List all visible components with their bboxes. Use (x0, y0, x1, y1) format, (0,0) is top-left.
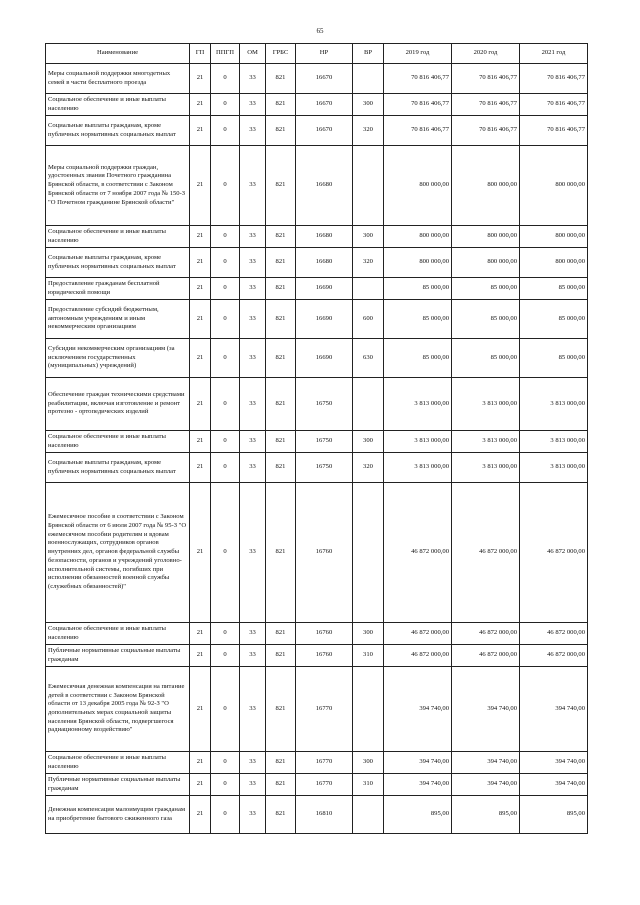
cell-2020: 70 816 406,77 (452, 94, 520, 116)
cell-ppgp: 0 (211, 453, 240, 483)
cell-name: Субсидии некоммерческим организациям (за исключением государственных (муниципальных) учреждений) (46, 339, 190, 378)
cell-2020: 394 740,00 (452, 667, 520, 752)
header-name: Наименование (46, 44, 190, 64)
cell-ppgp: 0 (211, 483, 240, 623)
cell-name: Социальные выплаты гражданам, кроме публичных нормативных социальных выплат (46, 248, 190, 278)
cell-gp: 21 (190, 378, 211, 431)
cell-2019: 46 872 000,00 (384, 623, 452, 645)
cell-om: 33 (240, 278, 266, 300)
cell-2020: 85 000,00 (452, 300, 520, 339)
cell-gp: 21 (190, 64, 211, 94)
cell-ppgp: 0 (211, 667, 240, 752)
cell-ppgp: 0 (211, 116, 240, 146)
cell-gp: 21 (190, 146, 211, 226)
cell-name: Социальное обеспечение и иные выплаты населению (46, 226, 190, 248)
table-row (46, 431, 588, 453)
cell-gp: 21 (190, 752, 211, 774)
cell-gp: 21 (190, 796, 211, 834)
cell-om: 33 (240, 248, 266, 278)
cell-vr (353, 796, 384, 834)
cell-ppgp: 0 (211, 146, 240, 226)
cell-2021: 3 813 000,00 (520, 453, 588, 483)
cell-nr: 16690 (296, 339, 353, 378)
cell-2021: 70 816 406,77 (520, 116, 588, 146)
cell-2019: 800 000,00 (384, 146, 452, 226)
cell-vr: 320 (353, 116, 384, 146)
cell-nr: 16810 (296, 796, 353, 834)
cell-nr: 16750 (296, 431, 353, 453)
table-row (46, 94, 588, 116)
cell-2020: 46 872 000,00 (452, 483, 520, 623)
table-row (46, 667, 588, 752)
cell-2019: 3 813 000,00 (384, 453, 452, 483)
cell-2021: 46 872 000,00 (520, 483, 588, 623)
cell-name: Социальное обеспечение и иные выплаты населению (46, 431, 190, 453)
header-om: ОМ (240, 44, 266, 64)
table-row (46, 64, 588, 94)
cell-gp: 21 (190, 339, 211, 378)
cell-ppgp: 0 (211, 64, 240, 94)
cell-2021: 394 740,00 (520, 774, 588, 796)
cell-2019: 800 000,00 (384, 248, 452, 278)
cell-name: Меры социальной поддержки многодетных семей в части бесплатного проезда (46, 64, 190, 94)
table-row (46, 752, 588, 774)
cell-ppgp: 0 (211, 623, 240, 645)
cell-om: 33 (240, 431, 266, 453)
cell-name: Меры социальной поддержки граждан, удостоенных звания Почетного гражданина Брянской области, в соответствии с Законом Брянской области от 7 ноября 2007 года № 150-З "О Почетном гражданине Брянской области" (46, 146, 190, 226)
cell-vr: 310 (353, 774, 384, 796)
cell-ppgp: 0 (211, 431, 240, 453)
cell-grbs: 821 (266, 116, 296, 146)
cell-2021: 70 816 406,77 (520, 94, 588, 116)
cell-name: Публичные нормативные социальные выплаты гражданам (46, 645, 190, 667)
header-2020: 2020 год (452, 44, 520, 64)
cell-grbs: 821 (266, 248, 296, 278)
table-row (46, 796, 588, 834)
cell-gp: 21 (190, 623, 211, 645)
cell-name: Социальное обеспечение и иные выплаты населению (46, 94, 190, 116)
cell-nr: 16770 (296, 667, 353, 752)
cell-gp: 21 (190, 300, 211, 339)
cell-ppgp: 0 (211, 752, 240, 774)
cell-2020: 800 000,00 (452, 226, 520, 248)
cell-nr: 16670 (296, 64, 353, 94)
cell-om: 33 (240, 116, 266, 146)
cell-om: 33 (240, 752, 266, 774)
cell-vr: 300 (353, 623, 384, 645)
cell-2021: 85 000,00 (520, 300, 588, 339)
cell-name: Социальные выплаты гражданам, кроме публичных нормативных социальных выплат (46, 453, 190, 483)
cell-vr: 320 (353, 453, 384, 483)
cell-om: 33 (240, 796, 266, 834)
table-row (46, 339, 588, 378)
cell-grbs: 821 (266, 226, 296, 248)
table-header-row (46, 44, 588, 64)
cell-om: 33 (240, 774, 266, 796)
table-row (46, 774, 588, 796)
cell-name: Ежемесячное пособие в соответствии с Законом Брянской области от 6 июля 2007 года № 95-З "О ежемесячном пособии родителям и вдовам военнослужащих, сотрудников органов внутренних дел, органов федеральной службы безопасности, органов и учреждений уголовно-исполнительной системы, погибших при исполнении обязанностей военной службы (служебных обязанностей)" (46, 483, 190, 623)
cell-2019: 70 816 406,77 (384, 94, 452, 116)
cell-nr: 16680 (296, 248, 353, 278)
cell-nr: 16760 (296, 483, 353, 623)
cell-name: Публичные нормативные социальные выплаты гражданам (46, 774, 190, 796)
cell-grbs: 821 (266, 667, 296, 752)
page-number: 65 (316, 27, 324, 35)
table-row (46, 116, 588, 146)
cell-ppgp: 0 (211, 226, 240, 248)
cell-2021: 394 740,00 (520, 752, 588, 774)
cell-vr (353, 483, 384, 623)
cell-2019: 3 813 000,00 (384, 431, 452, 453)
cell-grbs: 821 (266, 378, 296, 431)
cell-vr: 300 (353, 431, 384, 453)
cell-grbs: 821 (266, 623, 296, 645)
cell-name: Социальные выплаты гражданам, кроме публичных нормативных социальных выплат (46, 116, 190, 146)
cell-om: 33 (240, 339, 266, 378)
cell-gp: 21 (190, 431, 211, 453)
header-ppgp: ППГП (211, 44, 240, 64)
cell-name: Социальное обеспечение и иные выплаты населению (46, 623, 190, 645)
cell-ppgp: 0 (211, 796, 240, 834)
cell-om: 33 (240, 146, 266, 226)
cell-vr (353, 278, 384, 300)
cell-vr (353, 146, 384, 226)
cell-ppgp: 0 (211, 378, 240, 431)
cell-grbs: 821 (266, 94, 296, 116)
cell-nr: 16670 (296, 116, 353, 146)
cell-2021: 800 000,00 (520, 248, 588, 278)
cell-2020: 800 000,00 (452, 146, 520, 226)
cell-2019: 800 000,00 (384, 226, 452, 248)
cell-grbs: 821 (266, 752, 296, 774)
cell-2020: 3 813 000,00 (452, 453, 520, 483)
cell-2020: 3 813 000,00 (452, 378, 520, 431)
cell-gp: 21 (190, 483, 211, 623)
cell-grbs: 821 (266, 339, 296, 378)
cell-2019: 46 872 000,00 (384, 483, 452, 623)
table-row (46, 248, 588, 278)
cell-om: 33 (240, 645, 266, 667)
cell-gp: 21 (190, 453, 211, 483)
cell-2020: 394 740,00 (452, 774, 520, 796)
cell-grbs: 821 (266, 146, 296, 226)
cell-2020: 85 000,00 (452, 339, 520, 378)
table-row (46, 378, 588, 431)
cell-vr: 300 (353, 752, 384, 774)
cell-grbs: 821 (266, 300, 296, 339)
cell-2020: 70 816 406,77 (452, 116, 520, 146)
cell-nr: 16750 (296, 453, 353, 483)
cell-om: 33 (240, 94, 266, 116)
cell-2021: 46 872 000,00 (520, 645, 588, 667)
cell-ppgp: 0 (211, 278, 240, 300)
cell-vr (353, 667, 384, 752)
cell-gp: 21 (190, 667, 211, 752)
cell-2019: 3 813 000,00 (384, 378, 452, 431)
table-row (46, 278, 588, 300)
header-2019: 2019 год (384, 44, 452, 64)
cell-nr: 16750 (296, 378, 353, 431)
cell-grbs: 821 (266, 774, 296, 796)
cell-2019: 70 816 406,77 (384, 116, 452, 146)
cell-2019: 70 816 406,77 (384, 64, 452, 94)
cell-om: 33 (240, 667, 266, 752)
cell-2021: 85 000,00 (520, 339, 588, 378)
cell-name: Предоставление субсидий бюджетным, автономным учреждениям и иным некоммерческим организациям (46, 300, 190, 339)
cell-gp: 21 (190, 774, 211, 796)
cell-grbs: 821 (266, 453, 296, 483)
cell-nr: 16770 (296, 774, 353, 796)
cell-vr (353, 64, 384, 94)
cell-nr: 16680 (296, 146, 353, 226)
cell-nr: 16690 (296, 278, 353, 300)
cell-grbs: 821 (266, 278, 296, 300)
cell-nr: 16670 (296, 94, 353, 116)
cell-vr: 310 (353, 645, 384, 667)
header-2021: 2021 год (520, 44, 588, 64)
cell-2021: 895,00 (520, 796, 588, 834)
cell-2019: 895,00 (384, 796, 452, 834)
table-row (46, 453, 588, 483)
cell-2021: 3 813 000,00 (520, 378, 588, 431)
table-row (46, 226, 588, 248)
cell-name: Социальное обеспечение и иные выплаты населению (46, 752, 190, 774)
header-gp: ГП (190, 44, 211, 64)
cell-nr: 16760 (296, 623, 353, 645)
budget-table (45, 43, 588, 834)
cell-2020: 70 816 406,77 (452, 64, 520, 94)
cell-vr: 300 (353, 94, 384, 116)
cell-gp: 21 (190, 278, 211, 300)
cell-om: 33 (240, 453, 266, 483)
cell-om: 33 (240, 300, 266, 339)
cell-2020: 85 000,00 (452, 278, 520, 300)
cell-2019: 394 740,00 (384, 667, 452, 752)
cell-2021: 3 813 000,00 (520, 431, 588, 453)
cell-2019: 85 000,00 (384, 339, 452, 378)
cell-vr: 600 (353, 300, 384, 339)
cell-grbs: 821 (266, 431, 296, 453)
cell-2019: 85 000,00 (384, 278, 452, 300)
cell-2019: 394 740,00 (384, 752, 452, 774)
cell-ppgp: 0 (211, 774, 240, 796)
cell-gp: 21 (190, 248, 211, 278)
cell-2019: 394 740,00 (384, 774, 452, 796)
table-row (46, 623, 588, 645)
cell-ppgp: 0 (211, 645, 240, 667)
cell-2020: 394 740,00 (452, 752, 520, 774)
table-row (46, 146, 588, 226)
cell-ppgp: 0 (211, 248, 240, 278)
cell-nr: 16680 (296, 226, 353, 248)
cell-grbs: 821 (266, 483, 296, 623)
cell-name: Предоставление гражданам бесплатной юридической помощи (46, 278, 190, 300)
cell-gp: 21 (190, 226, 211, 248)
cell-om: 33 (240, 483, 266, 623)
cell-2021: 85 000,00 (520, 278, 588, 300)
cell-2020: 46 872 000,00 (452, 623, 520, 645)
cell-gp: 21 (190, 645, 211, 667)
header-nr: НР (296, 44, 353, 64)
cell-nr: 16770 (296, 752, 353, 774)
cell-2021: 394 740,00 (520, 667, 588, 752)
cell-grbs: 821 (266, 645, 296, 667)
cell-name: Обеспечение граждан техническими средствами реабилитации, включая изготовление и ремонт протезно - ортопедических изделий (46, 378, 190, 431)
cell-ppgp: 0 (211, 300, 240, 339)
cell-2020: 800 000,00 (452, 248, 520, 278)
cell-om: 33 (240, 378, 266, 431)
cell-2021: 800 000,00 (520, 226, 588, 248)
header-grbs: ГРБС (266, 44, 296, 64)
cell-2021: 800 000,00 (520, 146, 588, 226)
cell-name: Ежемесячная денежная компенсация на питание детей в соответствии с Законом Брянской области от 13 декабря 2005 года № 92-З "О дополнительных мерах социальной защиты населения Брянской области, подвергшегося радиационному воздействию" (46, 667, 190, 752)
cell-vr: 300 (353, 226, 384, 248)
cell-name: Денежная компенсация малоимущим гражданам на приобретение бытового сжиженного газа (46, 796, 190, 834)
cell-2019: 46 872 000,00 (384, 645, 452, 667)
cell-2021: 46 872 000,00 (520, 623, 588, 645)
cell-ppgp: 0 (211, 94, 240, 116)
cell-2020: 3 813 000,00 (452, 431, 520, 453)
cell-om: 33 (240, 226, 266, 248)
cell-grbs: 821 (266, 64, 296, 94)
cell-vr: 320 (353, 248, 384, 278)
cell-2019: 85 000,00 (384, 300, 452, 339)
cell-grbs: 821 (266, 796, 296, 834)
cell-nr: 16760 (296, 645, 353, 667)
cell-2020: 46 872 000,00 (452, 645, 520, 667)
cell-nr: 16690 (296, 300, 353, 339)
cell-2021: 70 816 406,77 (520, 64, 588, 94)
cell-vr (353, 378, 384, 431)
table-row (46, 300, 588, 339)
cell-gp: 21 (190, 94, 211, 116)
header-vr: ВР (353, 44, 384, 64)
cell-2020: 895,00 (452, 796, 520, 834)
table-row (46, 483, 588, 623)
table-row (46, 645, 588, 667)
cell-ppgp: 0 (211, 339, 240, 378)
cell-vr: 630 (353, 339, 384, 378)
cell-om: 33 (240, 64, 266, 94)
cell-om: 33 (240, 623, 266, 645)
cell-gp: 21 (190, 116, 211, 146)
